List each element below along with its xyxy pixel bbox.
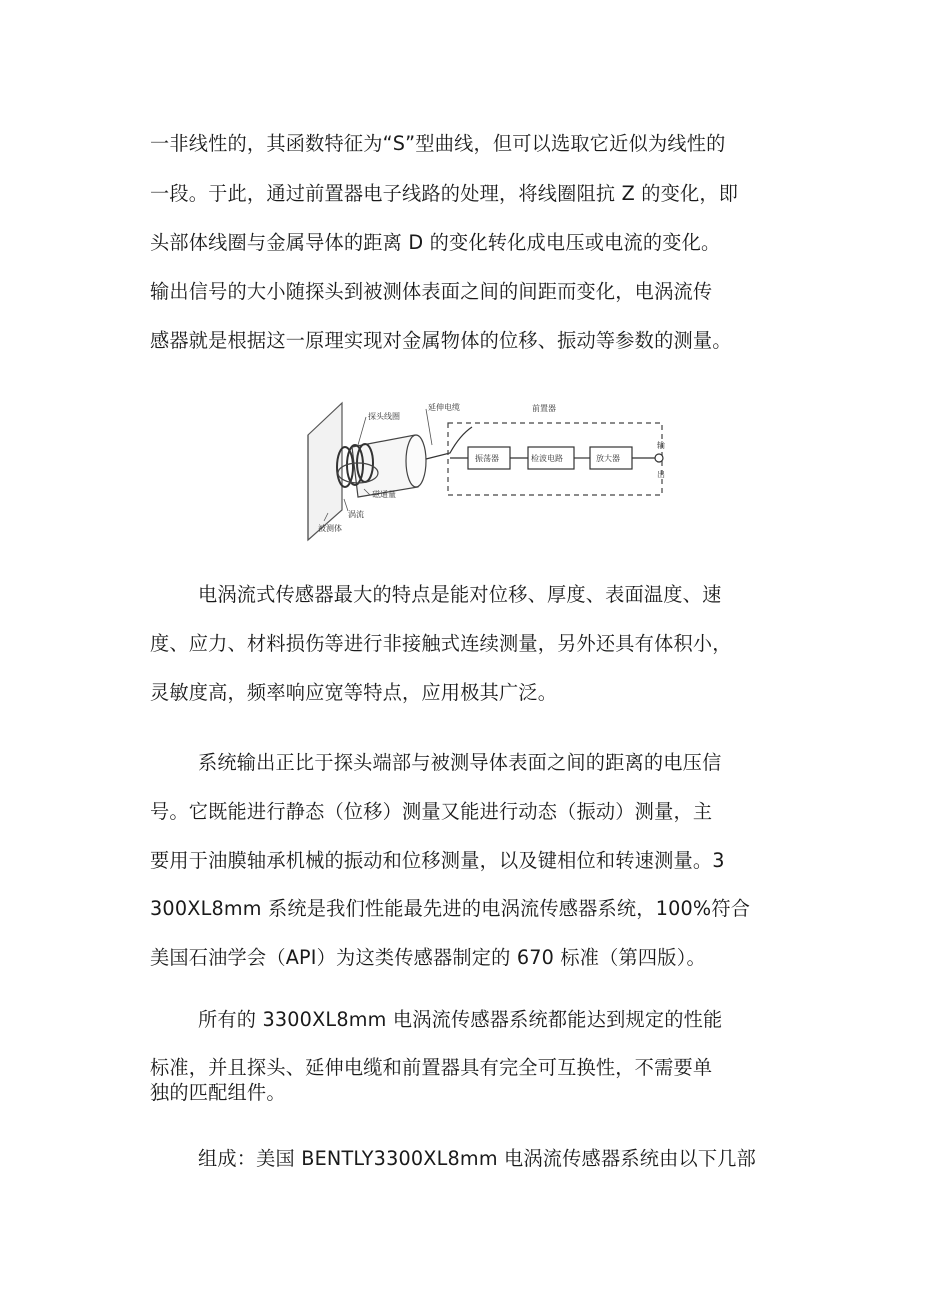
eddy-current-sensor-diagram (300, 395, 678, 545)
label-probe-coil: 探头线圈 (368, 412, 400, 421)
label-eddy-current: 涡流 (348, 510, 364, 519)
text-line: 一非线性的，其函数特征为“S”型曲线，但可以选取它近似为线性的 (150, 132, 726, 155)
text-line: 号。它既能进行静态（位移）测量又能进行动态（振动）测量，主 (150, 800, 713, 823)
label-target: 被测体 (318, 524, 342, 533)
label-detector: 检波电路 (531, 454, 563, 463)
label-preamplifier: 前置器 (532, 404, 556, 413)
text-line: 输出信号的大小随探头到被测体表面之间的间距而变化，电涡流传 (150, 280, 713, 303)
label-magnetic-flux: 磁通量 (372, 490, 396, 499)
text-line: 美国石油学会（API）为这类传感器制定的 670 标准（第四版）。 (150, 946, 706, 969)
text-line: 头部体线圈与金属导体的距离 D 的变化转化成电压或电流的变化。 (150, 231, 721, 254)
text-line: 300XL8mm 系统是我们性能最先进的电涡流传感器系统，100%符合 (150, 897, 751, 920)
text-line: 度、应力、材料损伤等进行非接触式连续测量，另外还具有体积小， (150, 632, 732, 655)
label-extension-cable: 延伸电缆 (428, 403, 460, 412)
extension-cable (426, 427, 472, 459)
label-amplifier: 放大器 (596, 454, 620, 463)
text-line: 一段。于此，通过前置器电子线路的处理，将线圈阻抗 Z 的变化，即 (150, 182, 739, 205)
text-line: 独的匹配组件。 (150, 1081, 286, 1104)
text-line: 组成：美国 BENTLY3300XL8mm 电涡流传感器系统由以下几部 (198, 1147, 757, 1170)
diagram-svg (300, 395, 678, 545)
label-output-1: 输 (657, 441, 665, 450)
output-terminal (655, 454, 663, 462)
label-output-2: 出 (657, 470, 665, 479)
text-line: 电涡流式传感器最大的特点是能对位移、厚度、表面温度、速 (198, 583, 722, 606)
text-line: 灵敏度高，频率响应宽等特点，应用极其广泛。 (150, 681, 558, 704)
label-oscillator: 振荡器 (475, 454, 499, 463)
text-line: 所有的 3300XL8mm 电涡流传感器系统都能达到规定的性能 (198, 1008, 723, 1031)
text-line: 要用于油膜轴承机械的振动和位移测量，以及键相位和转速测量。3 (150, 849, 725, 872)
text-line: 标准，并且探头、延伸电缆和前置器具有完全可互换性，不需要单 (150, 1056, 713, 1079)
text-line: 系统输出正比于探头端部与被测导体表面之间的距离的电压信 (198, 751, 722, 774)
text-line: 感器就是根据这一原理实现对金属物体的位移、振动等参数的测量。 (150, 329, 732, 352)
